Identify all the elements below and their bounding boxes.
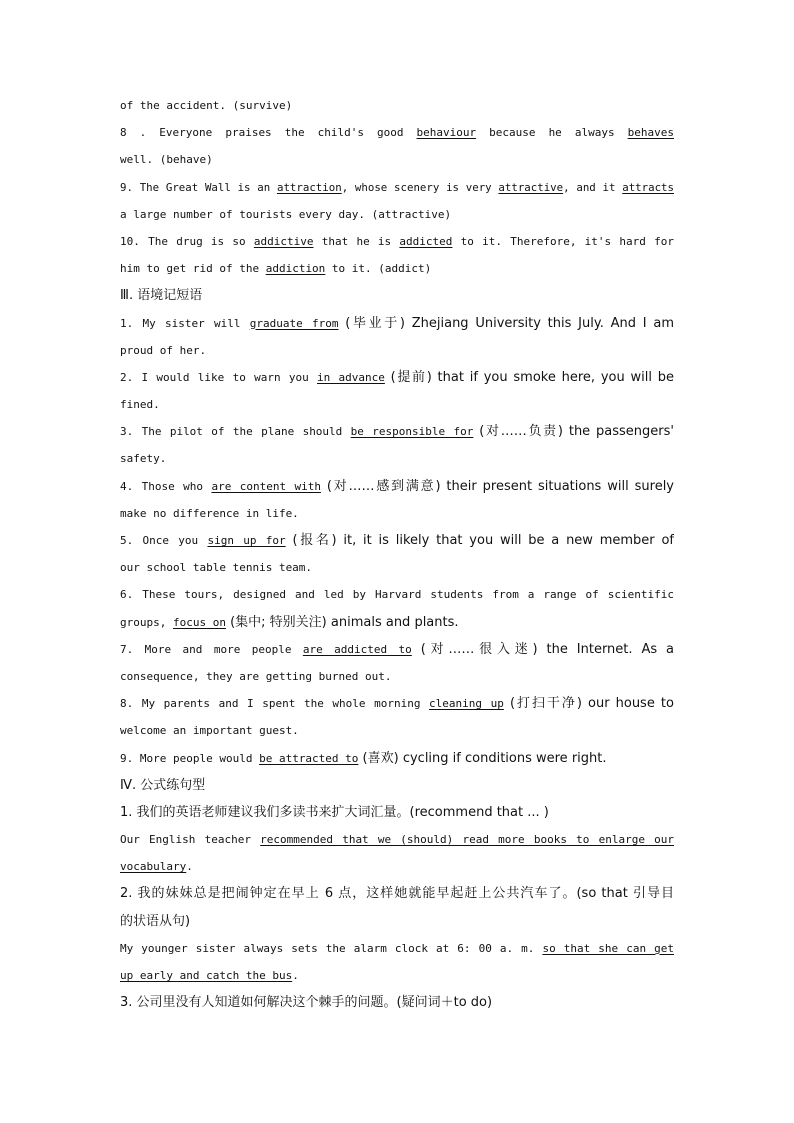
answer-blank: up early and catch the bus	[120, 969, 293, 982]
text-segment: 9. More people would	[120, 751, 260, 765]
text-line	[120, 799, 674, 826]
text-line	[120, 445, 674, 472]
text-segment: 8. My parents and I spent the whole morning	[120, 697, 430, 711]
text-line	[120, 500, 674, 527]
text-segment: to it. (addict)	[325, 262, 432, 276]
section-heading	[120, 282, 674, 309]
text-segment: , whose scenery is very	[341, 180, 499, 194]
text-segment: (对……负责) the passengers'	[473, 424, 674, 440]
text-segment: 2. I would like to warn you	[120, 370, 317, 384]
text-segment: My younger sister always sets the alarm clock at 6: 00 a. m.	[120, 941, 543, 955]
answer-blank: vocabulary	[120, 860, 187, 874]
document-body	[120, 92, 674, 1016]
text-segment: 4. Those who	[120, 479, 212, 493]
text-line	[120, 908, 674, 935]
text-line	[120, 717, 674, 744]
text-segment: Ⅳ. 公式练句型	[120, 777, 206, 793]
text-segment: to it. Therefore, it's hard for	[452, 234, 674, 248]
text-segment: 1. 我们的英语老师建议我们多读书来扩大词汇量。(recommend that ... )	[120, 804, 549, 820]
answer-blank: are content with	[211, 479, 321, 493]
answer-blank: in advance	[317, 370, 385, 384]
text-line	[120, 418, 674, 445]
text-line	[120, 745, 674, 772]
text-segment: 1. My sister will	[120, 316, 250, 330]
text-line	[120, 364, 674, 391]
text-line	[120, 201, 674, 228]
text-segment: consequence, they are getting burned out.	[120, 669, 392, 683]
answer-blank: behaves	[627, 126, 674, 140]
text-line	[120, 228, 674, 255]
answer-blank: addicted	[399, 234, 453, 248]
text-segment: .	[292, 969, 299, 982]
text-segment: (报名) it, it is likely that you will be a new member of	[285, 533, 674, 548]
answer-blank: attractive	[498, 180, 564, 194]
text-line	[120, 391, 674, 418]
text-line	[120, 337, 674, 364]
answer-blank: graduate from	[249, 316, 339, 330]
text-segment: (提前) that if you smoke here, you will be	[384, 369, 674, 385]
text-segment: well. (behave)	[120, 153, 213, 167]
text-line	[120, 690, 674, 717]
answer-blank: be responsible for	[350, 425, 474, 439]
answer-blank: attracts	[622, 180, 674, 194]
text-line	[120, 636, 674, 663]
text-line	[120, 554, 674, 581]
text-segment: fined.	[120, 398, 160, 412]
text-segment: , and it	[563, 180, 623, 194]
text-line	[120, 473, 674, 500]
text-line	[120, 826, 674, 853]
answer-blank: be attracted to	[259, 751, 359, 765]
text-segment: 5. Once you	[120, 534, 208, 547]
text-segment: him to get rid of the	[120, 262, 266, 276]
text-segment: 10. The drug is so	[120, 234, 254, 248]
text-segment: 的状语从句)	[120, 913, 191, 929]
text-line	[120, 962, 674, 989]
text-segment: Our English teacher	[120, 833, 261, 847]
text-segment: 3. 公司里没有人知道如何解决这个棘手的问题。(疑问词＋to do)	[120, 995, 493, 1011]
text-segment: 6. These tours, designed and led by Harvard students from a range of scientific	[120, 588, 674, 602]
text-line	[120, 581, 674, 608]
text-segment: Ⅲ. 语境记短语	[120, 288, 203, 304]
answer-blank: recommended that we (should) read more books to enlarge our	[260, 833, 674, 847]
text-segment: that he is	[313, 234, 400, 248]
text-line	[120, 935, 674, 962]
text-segment: safety.	[120, 452, 167, 466]
text-segment: because he always	[476, 126, 628, 140]
text-segment: groups,	[120, 615, 173, 629]
text-line	[120, 255, 674, 282]
answer-blank: cleaning up	[429, 697, 504, 711]
text-segment: (毕业于) Zhejiang University this July. And I am	[338, 315, 674, 331]
text-line	[120, 853, 674, 880]
text-segment: (对……很入迷) the Internet. As a	[411, 641, 674, 657]
text-line	[120, 174, 674, 201]
text-line	[120, 609, 674, 636]
text-segment: (对……感到满意) their present situations will surely	[320, 478, 674, 494]
answer-blank: attraction	[276, 180, 342, 194]
text-segment: (集中; 特别关注) animals and plants.	[225, 614, 459, 630]
text-line	[120, 880, 674, 907]
text-line	[120, 527, 674, 554]
text-segment: 7. More and more people	[120, 642, 303, 656]
text-segment: (打扫干净) our house to	[503, 696, 674, 712]
text-line	[120, 989, 674, 1016]
text-segment: a large number of tourists every day. (attractive)	[120, 207, 452, 221]
answer-blank: focus on	[172, 615, 226, 629]
text-segment: proud of her.	[120, 343, 207, 357]
answer-blank: are addicted to	[302, 642, 412, 656]
answer-blank: addiction	[265, 262, 326, 276]
answer-blank: behaviour	[416, 126, 477, 140]
text-segment: our school table tennis team.	[120, 561, 313, 575]
text-segment: .	[186, 860, 193, 874]
answer-blank: so that she can get	[542, 941, 674, 955]
answer-blank: addictive	[253, 234, 314, 248]
text-line	[120, 119, 674, 146]
text-line	[120, 92, 674, 119]
answer-blank: sign up for	[207, 534, 286, 547]
text-segment: of the accident. (survive)	[120, 99, 293, 112]
text-line	[120, 310, 674, 337]
text-segment: 9. The Great Wall is an	[120, 180, 277, 194]
text-segment: 3. The pilot of the plane should	[120, 425, 351, 439]
text-segment: welcome an important guest.	[120, 724, 299, 738]
text-segment: (喜欢) cycling if conditions were right.	[358, 750, 607, 766]
text-segment: 2. 我的妹妹总是把闹钟定在早上 6 点，这样她就能早起赶上公共汽车了。(so that 引导目	[120, 886, 674, 902]
text-line	[120, 146, 674, 173]
text-segment: make no difference in life.	[120, 506, 299, 520]
text-segment: 8 . Everyone praises the child's good	[120, 126, 417, 140]
text-line	[120, 663, 674, 690]
section-heading	[120, 772, 674, 799]
